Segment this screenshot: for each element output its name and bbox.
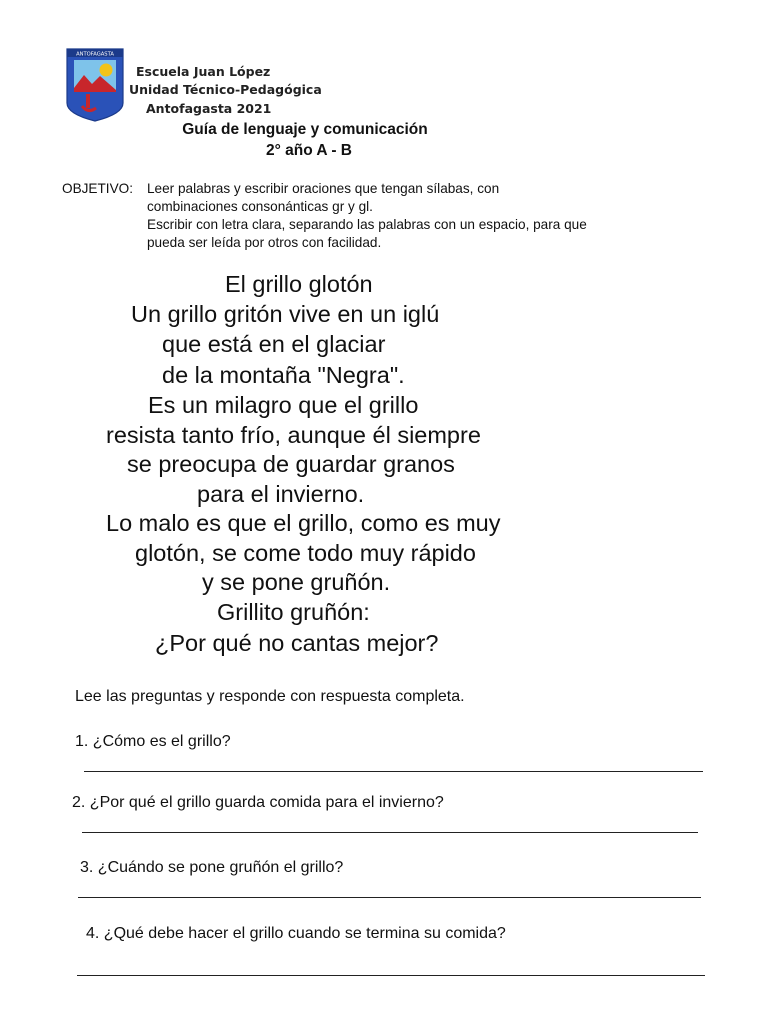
poem-line: resista tanto frío, aunque él siempre [106,422,481,448]
grade-label: 2° año A - B [266,142,352,159]
question-4: 4. ¿Qué debe hacer el grillo cuando se termina su comida? [86,925,506,942]
poem-line: se preocupa de guardar granos [127,451,455,477]
objective-label: OBJETIVO: [62,181,134,196]
poem-line: que está en el glaciar [162,331,386,357]
poem-line: de la montaña "Negra". [162,362,405,388]
school-logo [66,48,124,122]
instructions: Lee las preguntas y responde con respuesta completa. [75,688,465,705]
objective-line: pueda ser leída por otros con facilidad. [147,235,382,250]
objective-line: combinaciones consonánticas gr y gl. [147,199,373,214]
question-1: 1. ¿Cómo es el grillo? [75,733,231,750]
poem-line: ¿Por qué no cantas mejor? [155,630,439,656]
school-department: Unidad Técnico-Pedagógica [129,82,322,97]
poem-line: glotón, se come todo muy rápido [135,540,476,566]
school-name: Escuela Juan López [136,64,271,79]
answer-line-2[interactable] [82,832,698,833]
poem-line: y se pone gruñón. [202,569,391,595]
poem-line: Es un milagro que el grillo [148,392,419,418]
objective-line: Escribir con letra clara, separando las palabras con un espacio, para que [147,217,587,232]
poem-line: para el invierno. [197,481,365,507]
poem-line: Lo malo es que el grillo, como es muy [106,510,501,536]
answer-line-1[interactable] [84,771,703,772]
question-2: 2. ¿Por qué el grillo guarda comida para el invierno? [72,794,444,811]
poem-line: Grillito gruñón: [217,599,370,625]
answer-line-4[interactable] [77,975,705,976]
objective-line: Leer palabras y escribir oraciones que tengan sílabas, con [147,181,500,196]
poem-title: El grillo glotón [225,271,373,297]
question-3: 3. ¿Cuándo se pone gruñón el grillo? [80,859,344,876]
poem-line: Un grillo gritón vive en un iglú [131,301,440,327]
school-city-year: Antofagasta 2021 [146,101,272,116]
guide-title: Guía de lenguaje y comunicación [182,121,428,138]
svg-text:ANTOFAGASTA: ANTOFAGASTA [76,51,114,58]
answer-line-3[interactable] [78,897,701,898]
